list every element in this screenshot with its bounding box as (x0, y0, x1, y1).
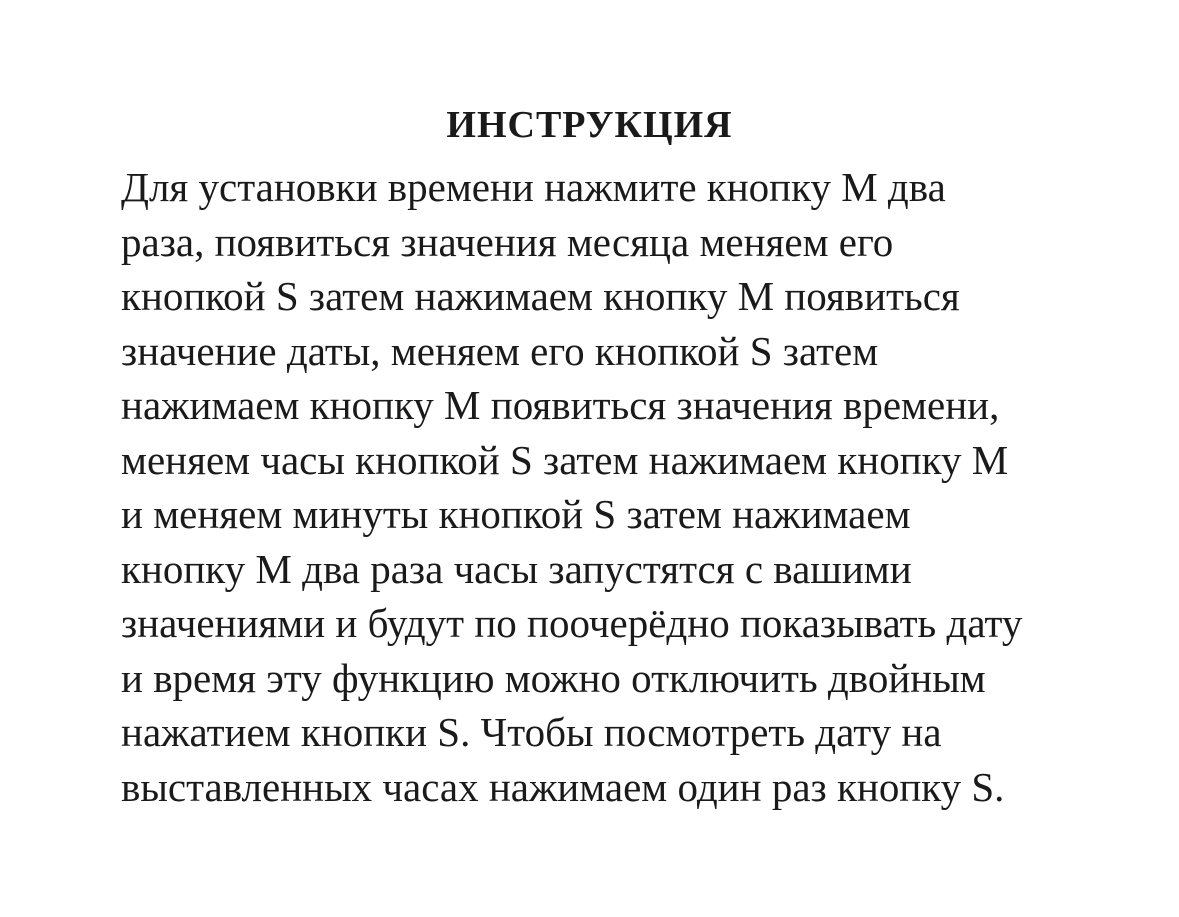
text-line: Для установки времени нажмите кнопку М два (121, 164, 946, 210)
text-line: значениями и будут по поочерёдно показывать дату (121, 600, 1023, 646)
instruction-text (121, 160, 1121, 814)
page-title: ИНСТРУКЦИЯ (446, 104, 733, 146)
text-line: выставленных часах нажимаем один раз кнопку S. (121, 763, 1005, 810)
text-line: кнопкой S затем нажимаем кнопку М появиться (121, 273, 960, 319)
text-line: меняем часы кнопкой S затем нажимаем кнопку М (121, 436, 1009, 483)
text-line: раза, появиться значения месяца меняем его (121, 218, 894, 265)
text-line: и время эту функцию можно отключить двойным (121, 654, 986, 701)
text-line: нажимаем кнопку М появиться значения времени, (121, 382, 1000, 428)
text-line: нажатием кнопки S. Чтобы посмотреть дату на (121, 709, 942, 755)
text-line: кнопку М два раза часы запустятся с вашими (121, 545, 912, 592)
text-line: и меняем минуты кнопкой S затем нажимаем (121, 491, 911, 537)
text-line: значение даты, меняем его кнопкой S затем (121, 327, 879, 374)
